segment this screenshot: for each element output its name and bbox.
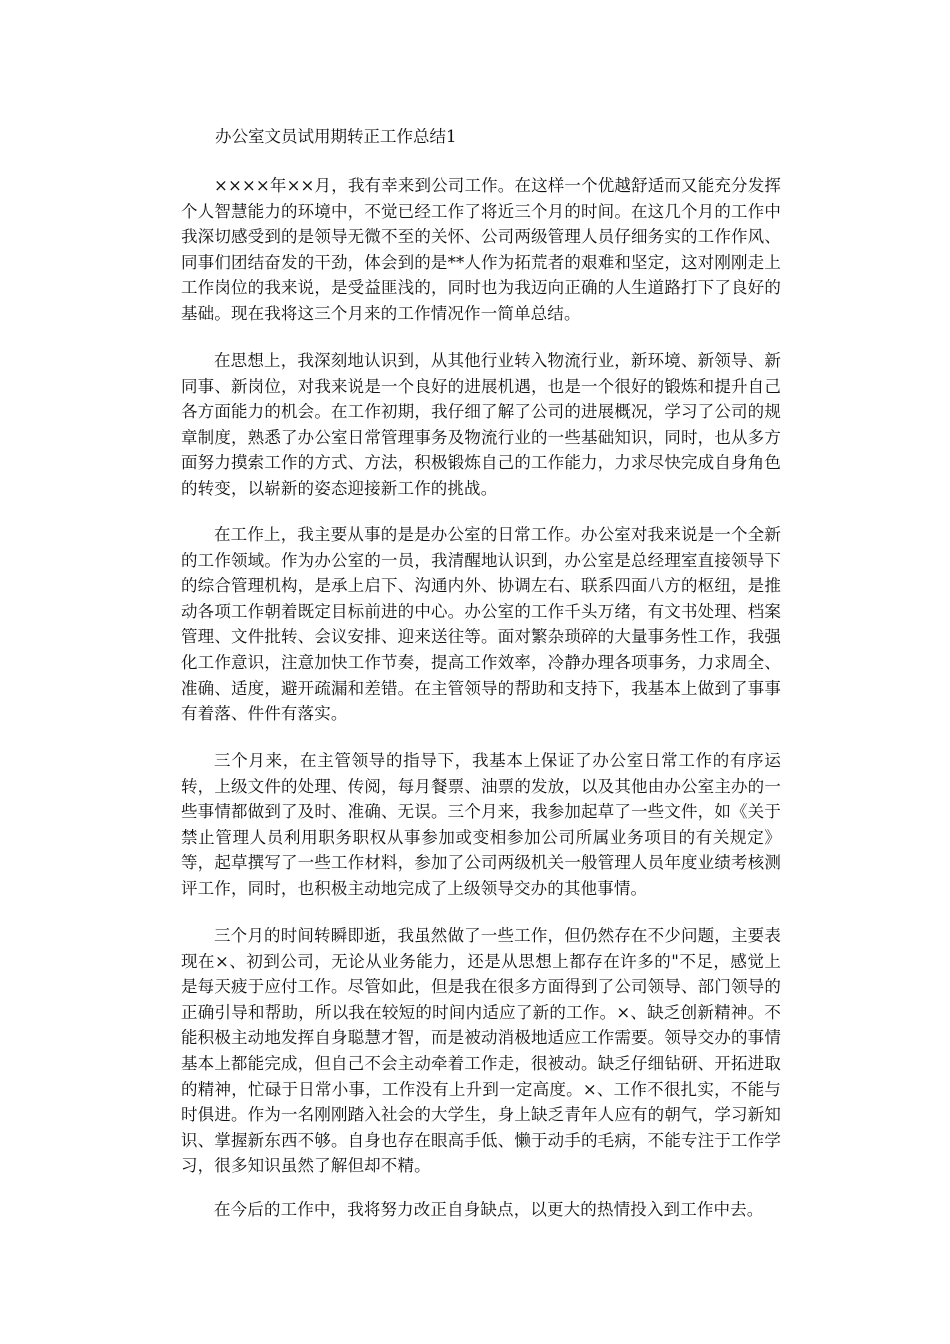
paragraph-thinking: 在思想上，我深刻地认识到，从其他行业转入物流行业，新环境、新领导、新同事、新岗位，对我来说是一个良好的进展机遇，也是一个很好的锻炼和提升自己各方面能力的机会。在工作初期，我仔细了解了公司的进展概况，学习了公司的规章制度，熟悉了办公室日常管理事务及物流行业的一些基础知识，同时，也从多方面努力摸索工作的方式、方法，积极锻炼自己的工作能力，力求尽快完成自身角色的转变，以崭新的姿态迎接新工作的挑战。 [181, 351, 781, 498]
paragraph-conclusion: 在今后的工作中，我将努力改正自身缺点，以更大的热情投入到工作中去。 [214, 1200, 764, 1219]
paragraph-intro: ××××年××月，我有幸来到公司工作。在这样一个优越舒适而又能充分发挥个人智慧能力的环境中，不觉已经工作了将近三个月的时间。在这几个月的工作中我深切感受到的是领导无微不至的关怀、公司两级管理人员仔细务实的工作作风、同事们团结奋发的干劲，体会到的是**人作为拓荒者的艰难和坚定，这对刚刚走上工作岗位的我来说，是受益匪浅的，同时也为我迈向正确的人生道路打下了良好的基础。现在我将这三个月来的工作情况作一简单总结。 [181, 176, 781, 323]
paragraph-work: 在工作上，我主要从事的是是办公室的日常工作。办公室对我来说是一个全新的工作领域。作为办公室的一员，我清醒地认识到，办公室是总经理室直接领导下的综合管理机构，是承上启下、沟通内外、协调左右、联系四面八方的枢纽，是推动各项工作朝着既定目标前进的中心。办公室的工作千头万绪，有文书处理、档案管理、文件批转、会议安排、迎来送往等。面对繁杂琐碎的大量事务性工作，我强化工作意识，注意加快工作节奏，提高工作效率，冷静办理各项事务，力求周全、准确、适度，避开疏漏和差错。在主管领导的帮助和支持下，我基本上做到了事事有着落、件件有落实。 [181, 525, 781, 724]
document-title: 办公室文员试用期转正工作总结1 [215, 127, 457, 146]
paragraph-achievements: 三个月来，在主管领导的指导下，我基本上保证了办公室日常工作的有序运转，上级文件的处理、传阅，每月餐票、油票的发放，以及其他由办公室主办的一些事情都做到了及时、准确、无误。三个月来，我参加起草了一些文件，如《关于禁止管理人员利用职务职权从事参加或变相参加公司所属业务项目的有关规定》等，起草撰写了一些工作材料，参加了公司两级机关一般管理人员年度业绩考核测评工作，同时，也积极主动地完成了上级领导交办的其他事情。 [181, 751, 781, 898]
paragraph-problems: 三个月的时间转瞬即逝，我虽然做了一些工作，但仍然存在不少问题，主要表现在×、初到公司，无论从业务能力，还是从思想上都存在许多的"不足，感觉上是每天疲于应付工作。尽管如此，但是我在很多方面得到了公司领导、部门领导的正确引导和帮助，所以我在较短的时间内适应了新的工作。×、缺乏创新精神。不能积极主动地发挥自身聪慧才智，而是被动消极地适应工作需要。领导交办的事情基本上都能完成，但自己不会主动牵着工作走，很被动。缺乏仔细钻研、开拓进取的精神，忙碌于日常小事，工作没有上升到一定高度。×、工作不很扎实，不能与时俱进。作为一名刚刚踏入社会的大学生，身上缺乏青年人应有的朝气，学习新知识、掌握新东西不够。自身也存在眼高手低、懒于动手的毛病，不能专注于工作学习，很多知识虽然了解但却不精。 [181, 926, 781, 1176]
